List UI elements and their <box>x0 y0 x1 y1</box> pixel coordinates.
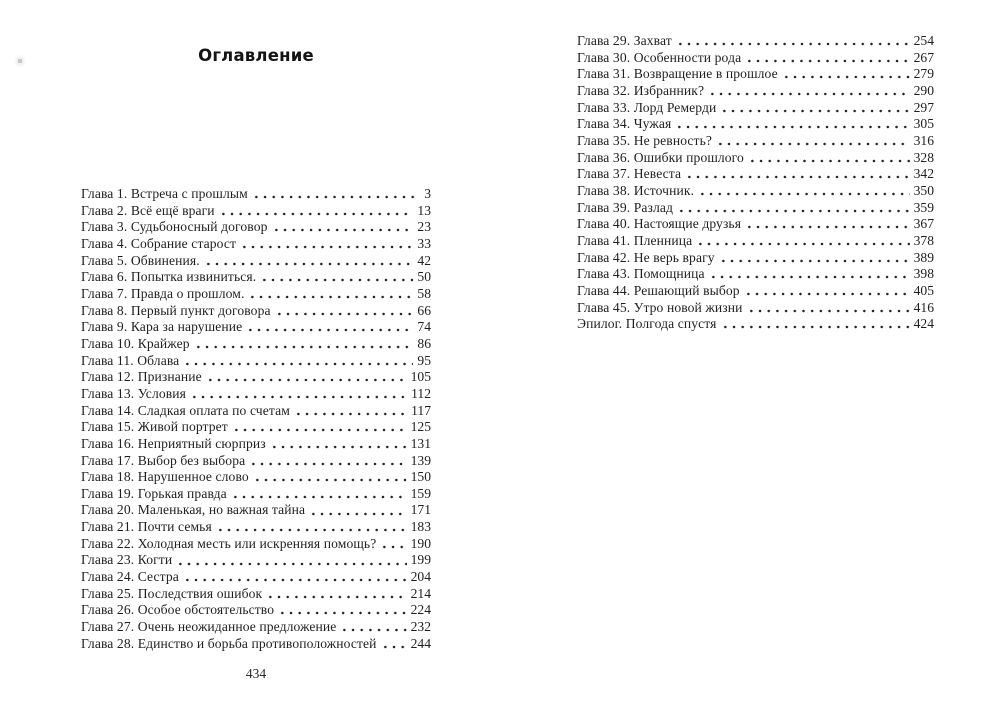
chapter-page-number: 305 <box>913 116 934 132</box>
page-title: Оглавление <box>198 46 314 66</box>
toc-entry <box>81 186 431 203</box>
toc-entry <box>81 619 431 636</box>
chapter-page-number: 224 <box>410 602 431 618</box>
chapter-title: Глава 24. Сестра <box>81 569 179 585</box>
dot-leader <box>743 283 910 300</box>
toc-entry <box>81 219 431 236</box>
dot-leader <box>271 219 414 236</box>
chapter-title: Глава 45. Утро новой жизни <box>577 299 743 315</box>
chapter-page-number: 214 <box>410 585 431 601</box>
toc-entry <box>81 203 431 220</box>
chapter-page-number: 342 <box>913 166 934 182</box>
chapter-title: Глава 8. Первый пункт договора <box>81 302 271 318</box>
dot-leader <box>675 33 910 50</box>
toc-entry <box>577 100 934 117</box>
chapter-title: Глава 4. Собрание старост <box>81 235 237 251</box>
chapter-page-number: 139 <box>410 452 431 468</box>
chapter-title: Глава 38. Источник. <box>577 182 695 198</box>
chapter-page-number: 316 <box>913 132 934 148</box>
dot-leader <box>720 316 910 333</box>
dot-leader <box>230 486 407 503</box>
toc-entry <box>577 66 934 83</box>
chapter-page-number: 171 <box>410 502 431 518</box>
dot-leader <box>674 116 909 133</box>
chapter-title: Глава 18. Нарушенное слово <box>81 469 249 485</box>
chapter-title: Эпилог. Полгода спустя <box>577 316 717 332</box>
chapter-title: Глава 6. Попытка извиниться. <box>81 269 257 285</box>
chapter-title: Глава 23. Когти <box>81 552 173 568</box>
chapter-page-number: 279 <box>913 66 934 82</box>
chapter-page-number: 267 <box>913 49 934 65</box>
chapter-title: Глава 20. Маленькая, но важная тайна <box>81 502 306 518</box>
chapter-title: Глава 30. Особенности рода <box>577 49 742 65</box>
chapter-page-number: 33 <box>417 235 431 251</box>
toc-entry <box>81 319 431 336</box>
chapter-title: Глава 13. Условия <box>81 385 186 401</box>
toc-entry <box>81 519 431 536</box>
chapter-page-number: 389 <box>913 249 934 265</box>
dot-leader <box>684 166 909 183</box>
toc-entry <box>577 300 934 317</box>
chapter-page-number: 328 <box>913 149 934 165</box>
toc-entry <box>81 536 431 553</box>
chapter-title: Глава 27. Очень неожиданное предложение <box>81 619 337 635</box>
toc-entry <box>577 200 934 217</box>
dot-leader <box>676 200 910 217</box>
toc-entry <box>81 636 431 653</box>
dot-leader <box>379 536 406 553</box>
toc-entry <box>81 236 431 253</box>
toc-entry <box>81 586 431 603</box>
dot-leader <box>231 419 407 436</box>
dot-leader <box>189 386 407 403</box>
chapter-page-number: 416 <box>913 299 934 315</box>
chapter-page-number: 367 <box>913 216 934 232</box>
chapter-title: Глава 5. Обвинения. <box>81 252 200 268</box>
toc-entry <box>81 419 431 436</box>
toc-entry <box>81 569 431 586</box>
dot-leader <box>193 336 414 353</box>
chapter-title: Глава 43. Помощница <box>577 266 705 282</box>
dot-leader <box>293 403 407 420</box>
dot-leader <box>182 569 407 586</box>
page-folio-number: 434 <box>245 666 267 681</box>
chapter-title: Глава 14. Сладкая оплата по счетам <box>81 402 290 418</box>
toc-entry <box>81 369 431 386</box>
dot-leader <box>245 319 413 336</box>
chapter-title: Глава 25. Последствия ошибок <box>81 585 263 601</box>
chapter-page-number: 204 <box>410 569 431 585</box>
toc-column-left <box>81 186 431 652</box>
chapter-page-number: 350 <box>913 182 934 198</box>
toc-entry <box>577 250 934 267</box>
dot-leader <box>697 183 910 200</box>
chapter-title: Глава 35. Не ревность? <box>577 132 713 148</box>
toc-entry <box>81 602 431 619</box>
dot-leader <box>715 133 910 150</box>
toc-entry <box>577 183 934 200</box>
dot-leader <box>380 636 407 653</box>
dot-leader <box>215 519 407 536</box>
chapter-page-number: 58 <box>417 285 431 301</box>
dot-leader <box>247 286 413 303</box>
toc-entry <box>577 150 934 167</box>
dot-leader <box>718 250 910 267</box>
dot-leader <box>259 269 413 286</box>
chapter-title: Глава 12. Признание <box>81 369 202 385</box>
chapter-page-number: 244 <box>410 635 431 651</box>
toc-entry <box>81 386 431 403</box>
chapter-page-number: 190 <box>410 535 431 551</box>
toc-entry <box>577 316 934 333</box>
chapter-page-number: 13 <box>417 202 431 218</box>
dot-leader <box>205 369 407 386</box>
toc-entry <box>81 253 431 270</box>
dot-leader <box>339 619 406 636</box>
chapter-title: Глава 36. Ошибки прошлого <box>577 149 744 165</box>
chapter-page-number: 74 <box>417 319 431 335</box>
dot-leader <box>708 266 910 283</box>
chapter-page-number: 199 <box>410 552 431 568</box>
dot-leader <box>719 100 909 117</box>
toc-entry <box>577 266 934 283</box>
dot-leader <box>744 50 909 67</box>
chapter-title: Глава 22. Холодная месть или искренняя помощь? <box>81 535 377 551</box>
dot-leader <box>203 253 414 270</box>
chapter-title: Глава 37. Невеста <box>577 166 682 182</box>
toc-entry <box>577 233 934 250</box>
chapter-page-number: 23 <box>417 219 431 235</box>
chapter-title: Глава 29. Захват <box>577 33 672 48</box>
toc-entry <box>81 403 431 420</box>
chapter-title: Глава 34. Чужая <box>577 116 672 132</box>
chapter-title: Глава 10. Крайжер <box>81 335 190 351</box>
toc-column-right <box>577 33 934 333</box>
dot-leader <box>252 469 407 486</box>
chapter-title: Глава 26. Особое обстоятельство <box>81 602 275 618</box>
toc-entry <box>81 303 431 320</box>
chapter-title: Глава 33. Лорд Ремерди <box>577 99 717 115</box>
dot-leader <box>695 233 909 250</box>
dot-leader <box>781 66 910 83</box>
toc-entry <box>577 83 934 100</box>
toc-entry <box>81 502 431 519</box>
chapter-title: Глава 44. Решающий выбор <box>577 282 740 298</box>
dot-leader <box>707 83 909 100</box>
toc-entry <box>577 216 934 233</box>
dot-leader <box>269 436 407 453</box>
toc-entry <box>577 33 934 50</box>
chapter-title: Глава 19. Горькая правда <box>81 485 227 501</box>
toc-entry <box>81 286 431 303</box>
chapter-title: Глава 42. Не верь врагу <box>577 249 715 265</box>
chapter-title: Глава 2. Всё ещё враги <box>81 202 215 218</box>
toc-entry <box>81 486 431 503</box>
chapter-title: Глава 9. Кара за нарушение <box>81 319 243 335</box>
chapter-page-number: 290 <box>913 82 934 98</box>
chapter-title: Глава 28. Единство и борьба противоположностей <box>81 635 377 651</box>
dot-leader <box>175 552 406 569</box>
chapter-page-number: 86 <box>417 335 431 351</box>
chapter-page-number: 398 <box>913 266 934 282</box>
chapter-page-number: 117 <box>411 402 431 418</box>
chapter-page-number: 95 <box>417 352 431 368</box>
chapter-page-number: 66 <box>417 302 431 318</box>
dot-leader <box>251 186 420 203</box>
chapter-page-number: 131 <box>410 435 431 451</box>
chapter-title: Глава 40. Настоящие друзья <box>577 216 742 232</box>
dot-leader <box>218 203 414 220</box>
dot-leader <box>265 586 406 603</box>
chapter-page-number: 150 <box>410 469 431 485</box>
chapter-title: Глава 7. Правда о прошлом. <box>81 285 245 301</box>
dot-leader <box>248 453 406 470</box>
chapter-page-number: 424 <box>913 316 934 332</box>
chapter-page-number: 3 <box>424 186 431 201</box>
chapter-page-number: 183 <box>410 519 431 535</box>
dot-leader <box>182 353 413 370</box>
toc-entry <box>81 336 431 353</box>
dot-leader <box>746 300 910 317</box>
chapter-page-number: 297 <box>913 99 934 115</box>
toc-entry <box>577 283 934 300</box>
chapter-page-number: 359 <box>913 199 934 215</box>
dot-leader <box>239 236 413 253</box>
toc-entry <box>81 436 431 453</box>
dot-leader <box>308 502 406 519</box>
chapter-title: Глава 16. Неприятный сюрприз <box>81 435 266 451</box>
toc-entry <box>81 552 431 569</box>
chapter-title: Глава 39. Разлад <box>577 199 674 215</box>
chapter-page-number: 42 <box>417 252 431 268</box>
toc-entry <box>577 50 934 67</box>
toc-entry <box>577 166 934 183</box>
chapter-page-number: 112 <box>411 385 431 401</box>
toc-entry <box>577 133 934 150</box>
chapter-page-number: 254 <box>913 33 934 48</box>
chapter-page-number: 105 <box>410 369 431 385</box>
chapter-page-number: 378 <box>913 232 934 248</box>
toc-entry <box>577 116 934 133</box>
chapter-title: Глава 41. Пленница <box>577 232 693 248</box>
chapter-title: Глава 31. Возвращение в прошлое <box>577 66 778 82</box>
toc-entry <box>81 453 431 470</box>
scan-speck <box>18 59 22 63</box>
toc-entry <box>81 269 431 286</box>
chapter-title: Глава 15. Живой портрет <box>81 419 228 435</box>
chapter-page-number: 159 <box>410 485 431 501</box>
chapter-title: Глава 21. Почти семья <box>81 519 212 535</box>
dot-leader <box>277 602 406 619</box>
dot-leader <box>274 303 414 320</box>
dot-leader <box>747 150 910 167</box>
chapter-title: Глава 17. Выбор без выбора <box>81 452 246 468</box>
chapter-title: Глава 3. Судьбоносный договор <box>81 219 268 235</box>
chapter-page-number: 405 <box>913 282 934 298</box>
toc-entry <box>81 353 431 370</box>
chapter-page-number: 232 <box>410 619 431 635</box>
chapter-title: Глава 1. Встреча с прошлым <box>81 186 248 201</box>
dot-leader <box>744 216 910 233</box>
chapter-page-number: 125 <box>410 419 431 435</box>
chapter-page-number: 50 <box>417 269 431 285</box>
chapter-title: Глава 11. Облава <box>81 352 180 368</box>
toc-entry <box>81 469 431 486</box>
chapter-title: Глава 32. Избранник? <box>577 82 705 98</box>
